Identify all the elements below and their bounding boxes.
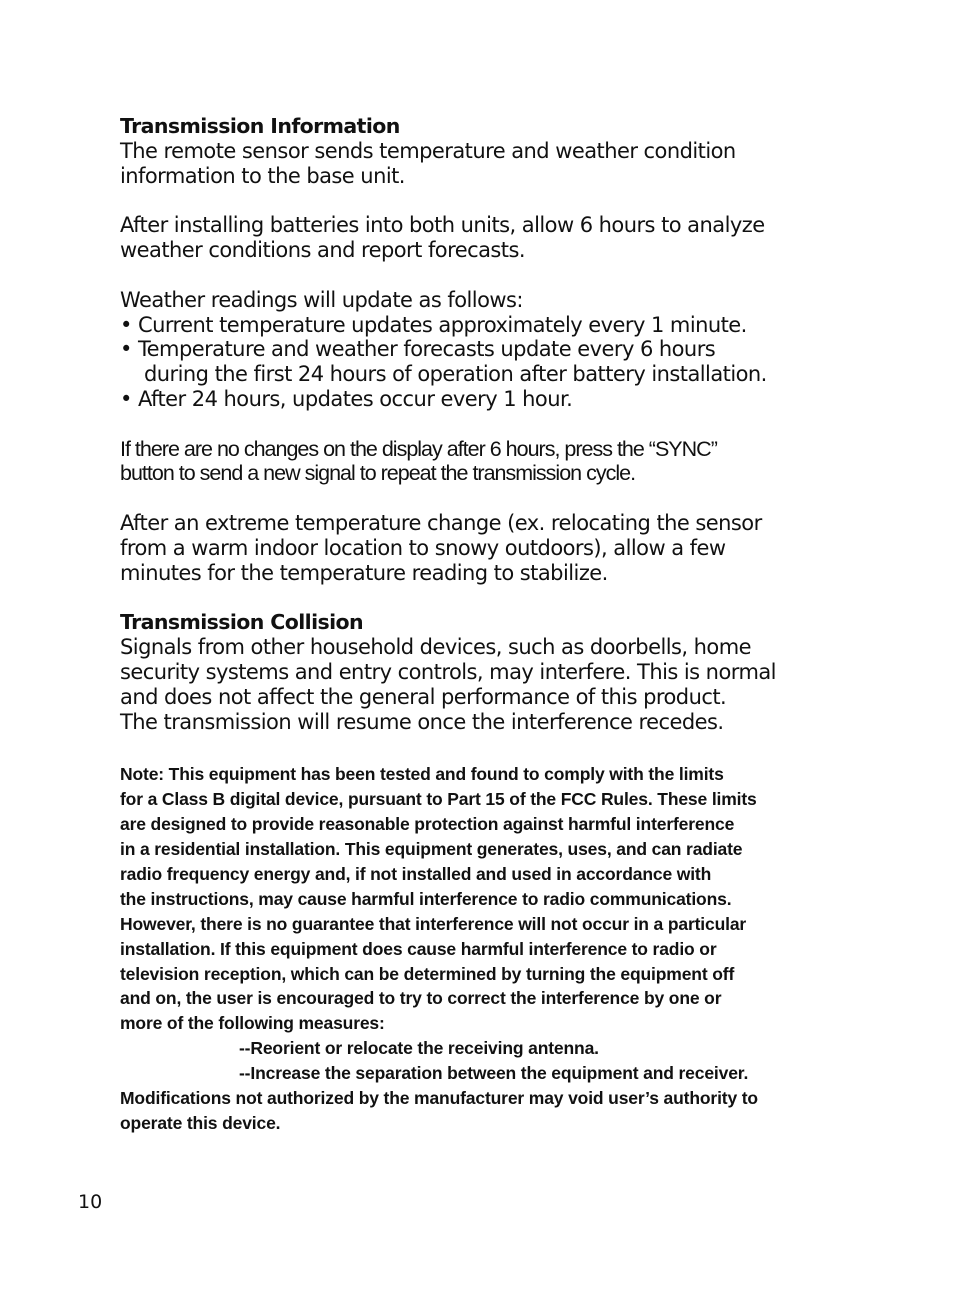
sync-paragraph bbox=[120, 437, 840, 487]
note-line: more of the following measures: bbox=[120, 1013, 385, 1034]
bullet-item: • Current temperature updates approximately every 1 minute. bbox=[120, 312, 747, 337]
note-line: Modifications not authorized by the manufacturer may void user’s authority to bbox=[120, 1088, 758, 1109]
text-line: security systems and entry controls, may interfere. This is normal bbox=[120, 659, 776, 684]
temperature-change-paragraph bbox=[120, 511, 840, 585]
note-line: television reception, which can be determined by turning the equipment off bbox=[120, 963, 735, 984]
text-line: Weather readings will update as follows: bbox=[120, 287, 523, 312]
collision-paragraph bbox=[120, 635, 840, 734]
manual-page bbox=[120, 114, 840, 1136]
bullet-continuation: during the first 24 hours of operation after battery installation. bbox=[144, 362, 767, 387]
sensor-intro-paragraph bbox=[120, 139, 840, 189]
measure-item: --Increase the separation between the equipment and receiver. bbox=[239, 1063, 749, 1084]
measure-item: --Reorient or relocate the receiving antenna. bbox=[239, 1038, 599, 1059]
text-line: The remote sensor sends temperature and weather condition bbox=[120, 139, 736, 163]
note-line: and on, the user is encouraged to try to correct the interference by one or bbox=[120, 988, 722, 1009]
text-line: weather conditions and report forecasts. bbox=[120, 238, 525, 263]
bullet-item: • Temperature and weather forecasts update every 6 hours bbox=[120, 337, 716, 362]
text-line: The transmission will resume once the interference recedes. bbox=[120, 709, 724, 734]
page-number: 10 bbox=[78, 1191, 103, 1213]
text-line: button to send a new signal to repeat the transmission cycle. bbox=[120, 461, 636, 486]
text-line: Signals from other household devices, such as doorbells, home bbox=[120, 635, 752, 660]
note-line: radio frequency energy and, if not installed and used in accordance with bbox=[120, 863, 712, 884]
transmission-information-heading: Transmission Information bbox=[120, 114, 400, 138]
fcc-note bbox=[120, 762, 840, 1136]
note-line: the instructions, may cause harmful interference to radio communications. bbox=[120, 888, 732, 909]
transmission-collision-heading: Transmission Collision bbox=[120, 610, 364, 635]
text-line: After installing batteries into both units, allow 6 hours to analyze bbox=[120, 213, 765, 238]
text-line: minutes for the temperature reading to stabilize. bbox=[120, 560, 608, 585]
note-line: Note: This equipment has been tested and found to comply with the limits bbox=[120, 764, 724, 785]
note-line: in a residential installation. This equipment generates, uses, and can radiate bbox=[120, 839, 743, 860]
text-line: information to the base unit. bbox=[120, 163, 405, 188]
note-line: for a Class B digital device, pursuant to Part 15 of the FCC Rules. These limits bbox=[120, 789, 757, 810]
note-line: are designed to provide reasonable protection against harmful interference bbox=[120, 814, 735, 835]
bullet-item: • After 24 hours, updates occur every 1 hour. bbox=[120, 386, 573, 411]
battery-paragraph bbox=[120, 213, 840, 263]
text-line: After an extreme temperature change (ex. relocating the sensor bbox=[120, 510, 762, 535]
note-line: operate this device. bbox=[120, 1113, 281, 1134]
text-line: and does not affect the general performance of this product. bbox=[120, 684, 727, 709]
note-line: However, there is no guarantee that interference will not occur in a particular bbox=[120, 913, 747, 934]
text-line: If there are no changes on the display after 6 hours, press the “SYNC” bbox=[120, 436, 717, 461]
text-line: from a warm indoor location to snowy outdoors), allow a few bbox=[120, 535, 726, 560]
note-line: installation. If this equipment does cause harmful interference to radio or bbox=[120, 938, 717, 959]
update-schedule bbox=[120, 288, 840, 412]
